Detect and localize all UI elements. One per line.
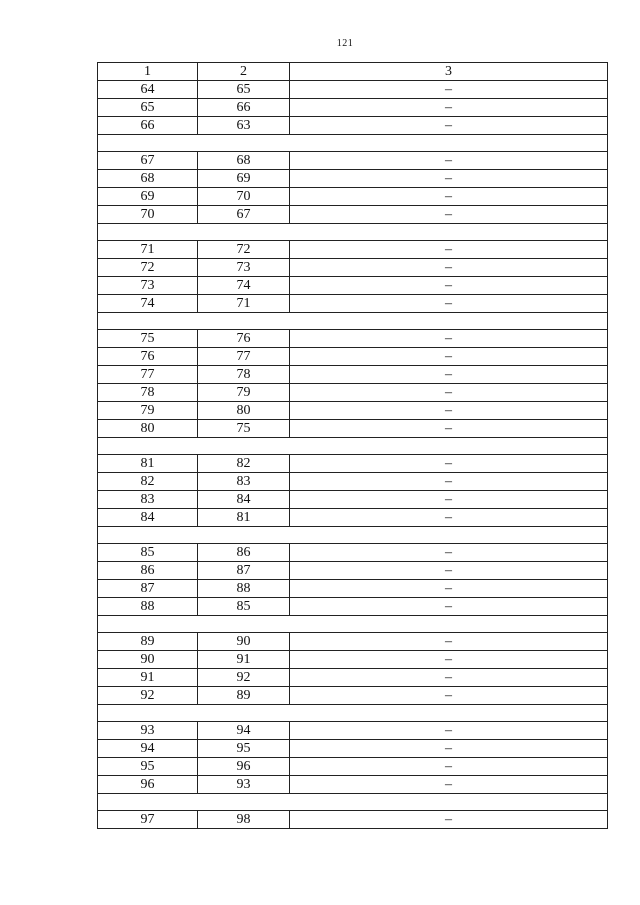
table-cell: –: [290, 170, 608, 188]
table-cell: 67: [198, 206, 290, 224]
table-row: [98, 491, 608, 509]
table-cell: 82: [198, 455, 290, 473]
table-row: [98, 188, 608, 206]
table-cell: –: [290, 544, 608, 562]
table-cell: 84: [98, 509, 198, 527]
table-cell: 77: [198, 348, 290, 366]
group-separator-row: [98, 794, 608, 811]
table-cell: –: [290, 420, 608, 438]
table-cell: 95: [98, 758, 198, 776]
group-separator: [98, 313, 608, 330]
table-cell: –: [290, 117, 608, 135]
table-cell: 92: [198, 669, 290, 687]
table-cell: –: [290, 188, 608, 206]
table-cell: –: [290, 241, 608, 259]
table-cell: 72: [98, 259, 198, 277]
table-row: [98, 740, 608, 758]
table-cell: –: [290, 758, 608, 776]
table-row: [98, 170, 608, 188]
group-separator-row: [98, 705, 608, 722]
table-cell: 91: [198, 651, 290, 669]
table-cell: –: [290, 348, 608, 366]
table-cell: 64: [98, 81, 198, 99]
table-cell: 86: [98, 562, 198, 580]
table-cell: –: [290, 402, 608, 420]
table-cell: –: [290, 366, 608, 384]
table-cell: 90: [98, 651, 198, 669]
table-cell: 87: [198, 562, 290, 580]
table-row: [98, 580, 608, 598]
table-row: [98, 687, 608, 705]
table-cell: –: [290, 384, 608, 402]
table-body: [98, 81, 608, 829]
group-separator: [98, 616, 608, 633]
table-cell: –: [290, 473, 608, 491]
table-row: [98, 509, 608, 527]
table-row: [98, 259, 608, 277]
table-cell: 88: [198, 580, 290, 598]
table-cell: 81: [198, 509, 290, 527]
table-cell: 75: [198, 420, 290, 438]
data-table: [97, 62, 608, 829]
table-cell: 90: [198, 633, 290, 651]
table-cell: 93: [98, 722, 198, 740]
table-cell: 68: [98, 170, 198, 188]
table-cell: 96: [98, 776, 198, 794]
table-row: [98, 295, 608, 313]
table-cell: 78: [198, 366, 290, 384]
table-cell: 96: [198, 758, 290, 776]
table-row: [98, 669, 608, 687]
table-cell: 75: [98, 330, 198, 348]
table-row: [98, 206, 608, 224]
table-cell: –: [290, 81, 608, 99]
table-cell: 88: [98, 598, 198, 616]
table-cell: 84: [198, 491, 290, 509]
group-separator-row: [98, 313, 608, 330]
table-cell: 76: [98, 348, 198, 366]
table-cell: 67: [98, 152, 198, 170]
table-cell: 74: [98, 295, 198, 313]
table-cell: 66: [98, 117, 198, 135]
table-cell: –: [290, 99, 608, 117]
table-row: [98, 384, 608, 402]
table-cell: 76: [198, 330, 290, 348]
table-row: [98, 81, 608, 99]
table-cell: –: [290, 562, 608, 580]
table-cell: –: [290, 152, 608, 170]
table-cell: 86: [198, 544, 290, 562]
table-cell: –: [290, 651, 608, 669]
table-row: [98, 651, 608, 669]
group-separator-row: [98, 527, 608, 544]
table-row: [98, 402, 608, 420]
table-row: [98, 366, 608, 384]
table-cell: 71: [98, 241, 198, 259]
table-cell: 73: [98, 277, 198, 295]
table-cell: –: [290, 598, 608, 616]
table-cell: –: [290, 633, 608, 651]
table-row: [98, 544, 608, 562]
table-cell: 94: [198, 722, 290, 740]
table-row: [98, 455, 608, 473]
table-cell: 73: [198, 259, 290, 277]
table-row: [98, 598, 608, 616]
table-row: [98, 348, 608, 366]
table-row: [98, 152, 608, 170]
table-cell: 79: [98, 402, 198, 420]
group-separator: [98, 705, 608, 722]
table-row: [98, 330, 608, 348]
table-cell: 77: [98, 366, 198, 384]
table-cell: 85: [198, 598, 290, 616]
table-cell: 65: [198, 81, 290, 99]
table-cell: –: [290, 259, 608, 277]
table-cell: 93: [198, 776, 290, 794]
group-separator: [98, 438, 608, 455]
table-row: [98, 473, 608, 491]
table-cell: 70: [98, 206, 198, 224]
table-cell: 95: [198, 740, 290, 758]
table-cell: 71: [198, 295, 290, 313]
table-cell: 87: [98, 580, 198, 598]
table-cell: –: [290, 811, 608, 829]
table-cell: 82: [98, 473, 198, 491]
table-cell: 63: [198, 117, 290, 135]
group-separator: [98, 527, 608, 544]
table-cell: 91: [98, 669, 198, 687]
table-cell: –: [290, 295, 608, 313]
group-separator-row: [98, 616, 608, 633]
table-cell: –: [290, 206, 608, 224]
table-cell: –: [290, 509, 608, 527]
group-separator-row: [98, 438, 608, 455]
table-header-row: [98, 63, 608, 81]
table-cell: 80: [98, 420, 198, 438]
group-separator: [98, 224, 608, 241]
table-row: [98, 776, 608, 794]
table-row: [98, 811, 608, 829]
group-separator: [98, 135, 608, 152]
table-cell: 74: [198, 277, 290, 295]
table-cell: 68: [198, 152, 290, 170]
table-cell: 70: [198, 188, 290, 206]
table-row: [98, 562, 608, 580]
table-cell: 66: [198, 99, 290, 117]
table-cell: –: [290, 740, 608, 758]
table-cell: 72: [198, 241, 290, 259]
table-cell: –: [290, 455, 608, 473]
table-row: [98, 722, 608, 740]
table-cell: 83: [98, 491, 198, 509]
table-cell: 81: [98, 455, 198, 473]
table-cell: –: [290, 277, 608, 295]
column-header: 2: [198, 63, 290, 81]
table-cell: 89: [98, 633, 198, 651]
table-cell: 85: [98, 544, 198, 562]
table-cell: –: [290, 491, 608, 509]
table-cell: 83: [198, 473, 290, 491]
table-cell: 92: [98, 687, 198, 705]
table-cell: 98: [198, 811, 290, 829]
table-row: [98, 117, 608, 135]
page-number: 121: [336, 38, 354, 49]
table-cell: –: [290, 330, 608, 348]
group-separator: [98, 794, 608, 811]
table-cell: 89: [198, 687, 290, 705]
table-row: [98, 758, 608, 776]
table-cell: 80: [198, 402, 290, 420]
table-cell: 79: [198, 384, 290, 402]
table-row: [98, 241, 608, 259]
table-row: [98, 99, 608, 117]
table-cell: 65: [98, 99, 198, 117]
group-separator-row: [98, 224, 608, 241]
table-row: [98, 277, 608, 295]
column-header: 1: [98, 63, 198, 81]
table-cell: 69: [198, 170, 290, 188]
column-header: 3: [290, 63, 608, 81]
table-cell: 97: [98, 811, 198, 829]
table-cell: –: [290, 722, 608, 740]
table-cell: 69: [98, 188, 198, 206]
table-row: [98, 633, 608, 651]
table-cell: –: [290, 669, 608, 687]
table-cell: 94: [98, 740, 198, 758]
table-cell: –: [290, 687, 608, 705]
table-cell: –: [290, 580, 608, 598]
group-separator-row: [98, 135, 608, 152]
table-cell: –: [290, 776, 608, 794]
table-cell: 78: [98, 384, 198, 402]
table-row: [98, 420, 608, 438]
